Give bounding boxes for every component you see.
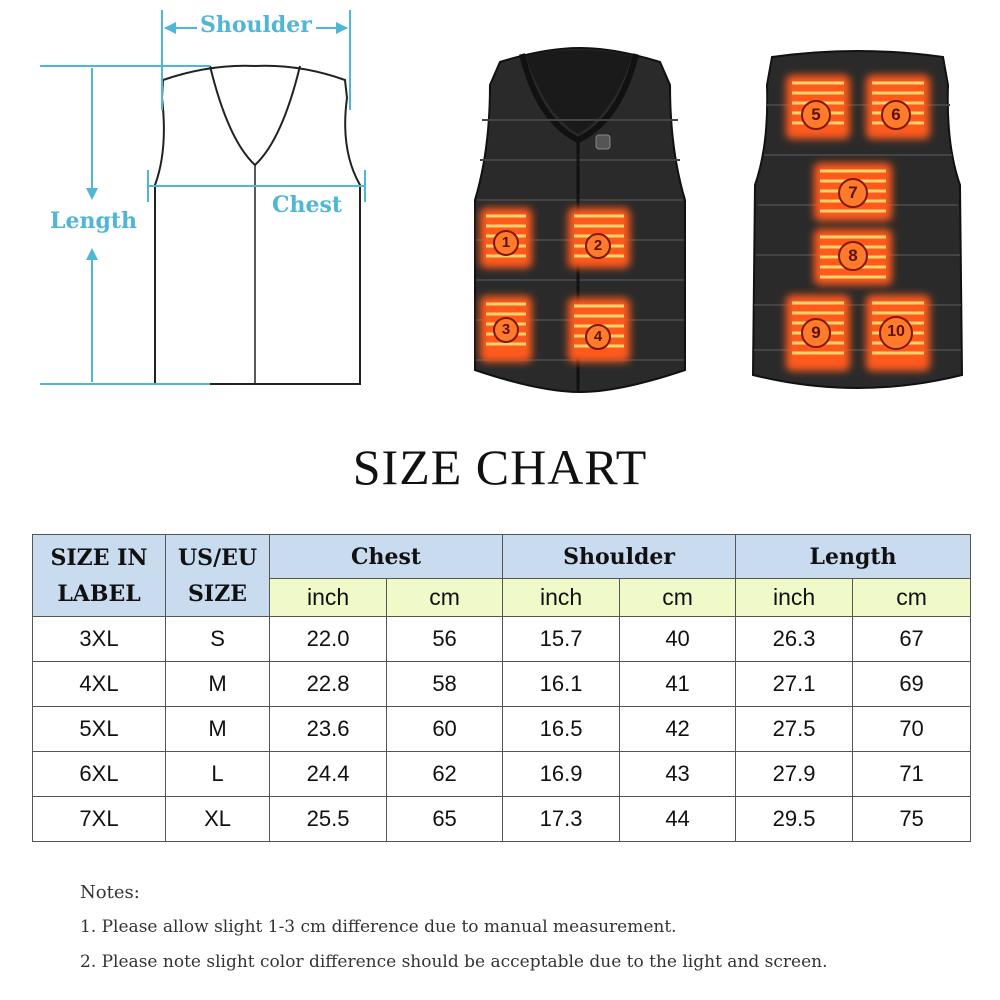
cell-size-label: 6XL [33,752,166,797]
zone-number: 2 [593,237,603,254]
unit-cm: cm [620,579,736,617]
header-chest: Chest [270,535,503,579]
cell-chest-inch: 22.0 [270,617,387,662]
shoulder-dimension-label: Shoulder [200,12,312,38]
zone-number: 7 [848,183,858,202]
cell-chest-cm: 60 [387,707,503,752]
cell-chest-cm: 58 [387,662,503,707]
unit-inch: inch [503,579,620,617]
cell-size-label: 3XL [33,617,166,662]
zone-number: 4 [593,328,603,345]
size-chart-title: SIZE CHART [352,439,648,495]
cell-shoulder-cm: 41 [620,662,736,707]
cell-shoulder-inch: 16.1 [503,662,620,707]
cell-us-size: XL [166,797,270,842]
vest-measurement-diagram [0,0,440,420]
zone-number: 9 [811,323,821,342]
cell-length-inch: 26.3 [736,617,853,662]
cell-shoulder-cm: 40 [620,617,736,662]
note-item: 1. Please allow slight 1-3 cm difference due to manual measurement. [80,917,677,937]
cell-length-inch: 27.1 [736,662,853,707]
cell-length-inch: 27.5 [736,707,853,752]
cell-length-cm: 67 [853,617,971,662]
table-row [33,617,971,662]
back-vest-drawing [750,45,965,400]
cell-chest-cm: 56 [387,617,503,662]
header-size-in-label: SIZE IN LABEL [33,535,166,617]
cell-length-cm: 71 [853,752,971,797]
cell-shoulder-cm: 42 [620,707,736,752]
cell-chest-inch: 23.6 [270,707,387,752]
cell-chest-inch: 24.4 [270,752,387,797]
zone-number: 3 [501,321,511,338]
cell-shoulder-cm: 43 [620,752,736,797]
length-dimension-label: Length [50,208,138,234]
cell-length-inch: 27.9 [736,752,853,797]
cell-length-inch: 29.5 [736,797,853,842]
cell-size-label: 4XL [33,662,166,707]
cell-shoulder-cm: 44 [620,797,736,842]
unit-cm: cm [853,579,971,617]
zone-number: 10 [887,323,905,340]
header-us-eu-size: US/EU SIZE [166,535,270,617]
cell-chest-inch: 25.5 [270,797,387,842]
table-row [33,662,971,707]
cell-size-label: 7XL [33,797,166,842]
cell-chest-cm: 65 [387,797,503,842]
zone-number: 6 [891,105,901,124]
cell-us-size: M [166,707,270,752]
cell-length-cm: 70 [853,707,971,752]
back-vest-photo [750,45,965,400]
zone-number: 5 [811,105,821,124]
cell-us-size: M [166,662,270,707]
notes-heading: Notes: [80,882,140,903]
table-row [33,707,971,752]
chest-dimension-label: Chest [272,192,343,218]
cell-us-size: S [166,617,270,662]
header-shoulder: Shoulder [503,535,736,579]
header-length: Length [736,535,971,579]
cell-shoulder-inch: 15.7 [503,617,620,662]
zone-number: 1 [501,234,511,251]
zone-number: 8 [848,246,858,265]
cell-size-label: 5XL [33,707,166,752]
front-vest-photo [460,40,700,400]
unit-inch: inch [270,579,387,617]
cell-length-cm: 75 [853,797,971,842]
unit-inch: inch [736,579,853,617]
cell-us-size: L [166,752,270,797]
cell-shoulder-inch: 16.9 [503,752,620,797]
note-item: 2. Please note slight color difference should be acceptable due to the light and screen. [80,952,828,972]
unit-cm: cm [387,579,503,617]
size-table [32,534,971,842]
table-row [33,797,971,842]
table-row [33,752,971,797]
cell-chest-inch: 22.8 [270,662,387,707]
front-vest-drawing [460,40,700,400]
cell-shoulder-inch: 17.3 [503,797,620,842]
cell-chest-cm: 62 [387,752,503,797]
cell-length-cm: 69 [853,662,971,707]
cell-shoulder-inch: 16.5 [503,707,620,752]
